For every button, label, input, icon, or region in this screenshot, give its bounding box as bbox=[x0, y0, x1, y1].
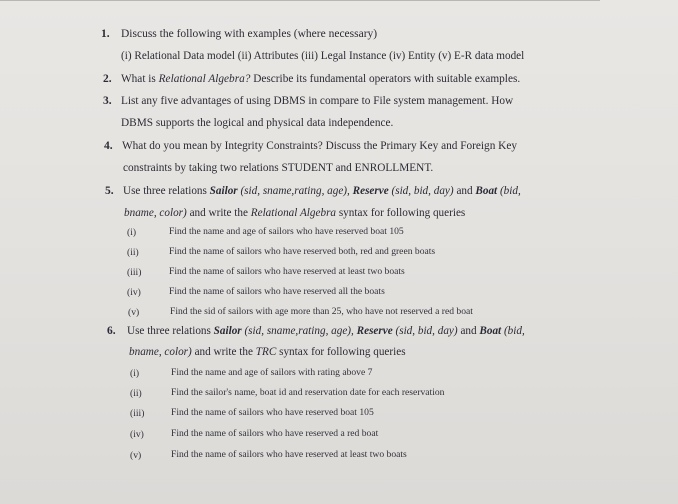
q5-item-5-roman: (v) bbox=[128, 307, 140, 318]
question-6-line-1 bbox=[127, 324, 525, 338]
q6-item-1-text: Find the name and age of sailors with rating above 7 bbox=[171, 367, 373, 378]
q5-item-2-text: Find the name of sailors who have reserved both, red and green boats bbox=[169, 246, 436, 257]
q5-language: Relational Algebra bbox=[250, 207, 337, 219]
q6-sailor-attrs: (sid, sname,rating, age), bbox=[241, 325, 354, 337]
question-5-line-2 bbox=[124, 206, 465, 220]
q5-item-1-text: Find the name and age of sailors who have reserved boat 105 bbox=[169, 226, 404, 237]
q6-item-2-text: Find the sailor's name, boat id and reservation date for each reservation bbox=[171, 387, 445, 398]
question-5-line-1 bbox=[123, 184, 521, 198]
question-4-number: 4. bbox=[104, 140, 113, 152]
q5-intro: Use three relations bbox=[123, 185, 210, 197]
q6-item-5-roman: (v) bbox=[130, 450, 142, 461]
q6-item-3-roman: (iii) bbox=[130, 408, 145, 419]
q6-boat-attrs: (bid, bbox=[501, 325, 525, 337]
question-3-line-2: DBMS supports the logical and physical data independence. bbox=[121, 117, 394, 129]
q5-item-5-text: Find the sid of sailors with age more than 25, who have not reserved a red boat bbox=[170, 306, 473, 317]
q6-item-3-text: Find the name of sailors who have reserved boat 105 bbox=[171, 407, 374, 418]
q5-and: and bbox=[453, 185, 476, 197]
question-1-number: 1. bbox=[101, 28, 110, 40]
q6-reserve-attrs: (sid, bid, day) bbox=[392, 325, 458, 337]
question-3-number: 3. bbox=[103, 95, 112, 107]
q6-and: and bbox=[457, 325, 480, 337]
q5-item-3-text: Find the name of sailors who have reserved at least two boats bbox=[169, 266, 405, 277]
q6-write: and write the bbox=[191, 346, 256, 358]
q5-boat-attrs-cont: bname, color) bbox=[124, 207, 187, 219]
q6-intro: Use three relations bbox=[127, 325, 214, 337]
top-divider bbox=[0, 0, 600, 1]
q5-reserve-attrs: (sid, bid, day) bbox=[388, 185, 454, 197]
question-1-line-2: (i) Relational Data model (ii) Attributes (iii) Legal Instance (iv) Entity (v) E-R data model bbox=[121, 50, 525, 62]
q5-item-2-roman: (ii) bbox=[127, 247, 139, 258]
question-4-line-1: What do you mean by Integrity Constraints? Discuss the Primary Key and Foreign Key bbox=[122, 140, 517, 152]
question-2-term: Relational Algebra? bbox=[158, 73, 251, 85]
question-2-number: 2. bbox=[103, 73, 112, 85]
question-1-line-1: Discuss the following with examples (where necessary) bbox=[121, 28, 378, 40]
q6-item-4-roman: (iv) bbox=[130, 429, 144, 440]
q6-language: TRC bbox=[255, 346, 277, 358]
q5-item-1-roman: (i) bbox=[127, 227, 137, 238]
q6-boat-attrs-cont: bname, color) bbox=[129, 346, 192, 358]
q5-sailor-attrs: (sid, sname,rating, age), bbox=[237, 185, 350, 197]
question-4-line-2: constraints by taking two relations STUDENT and ENROLLMENT. bbox=[123, 162, 434, 174]
question-2-pre: What is bbox=[121, 73, 159, 85]
q6-item-5-text: Find the name of sailors who have reserved at least two boats bbox=[171, 449, 407, 460]
q6-relation-boat: Boat bbox=[479, 325, 502, 337]
q6-relation-reserve: Reserve bbox=[353, 325, 393, 337]
q5-relation-reserve: Reserve bbox=[349, 185, 389, 197]
q6-tail: syntax for following queries bbox=[276, 346, 406, 358]
q5-relation-sailor: Sailor bbox=[209, 185, 238, 197]
question-2-post: Describe its fundamental operators with suitable examples. bbox=[250, 73, 521, 85]
question-3-line-1: List any five advantages of using DBMS in compare to File system management. How bbox=[121, 95, 514, 107]
q5-relation-boat: Boat bbox=[475, 185, 498, 197]
q6-item-2-roman: (ii) bbox=[130, 388, 142, 399]
q6-item-4-text: Find the name of sailors who have reserved a red boat bbox=[171, 428, 379, 439]
question-5-number: 5. bbox=[105, 185, 114, 197]
q5-write: and write the bbox=[186, 207, 251, 219]
q5-boat-attrs: (bid, bbox=[497, 185, 521, 197]
q6-item-1-roman: (i) bbox=[130, 368, 140, 379]
question-2-text bbox=[121, 72, 520, 86]
question-6-number: 6. bbox=[107, 325, 116, 337]
q5-item-3-roman: (iii) bbox=[127, 267, 142, 278]
q5-item-4-text: Find the name of sailors who have reserved all the boats bbox=[169, 286, 385, 297]
question-6-line-2 bbox=[129, 345, 406, 359]
q6-relation-sailor: Sailor bbox=[213, 325, 242, 337]
q5-tail: syntax for following queries bbox=[336, 207, 466, 219]
q5-item-4-roman: (iv) bbox=[127, 287, 141, 298]
